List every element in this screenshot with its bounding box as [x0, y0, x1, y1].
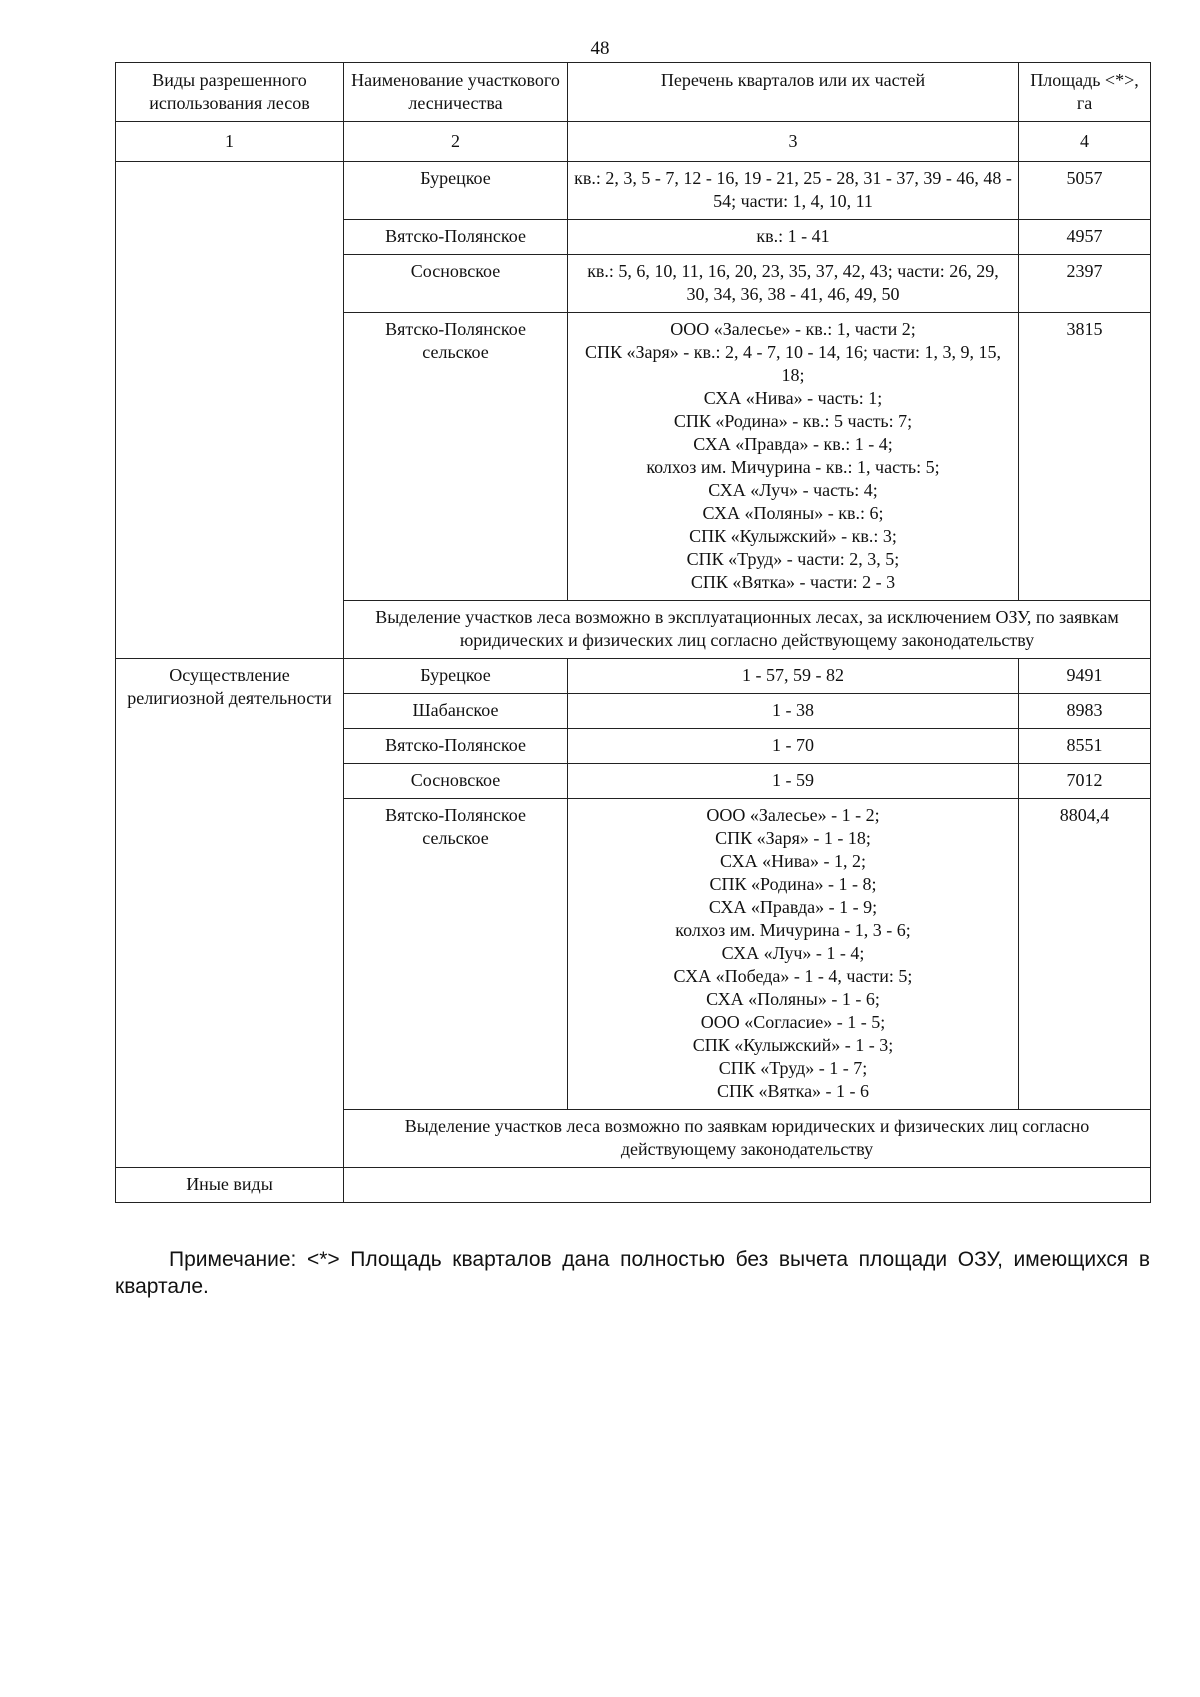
area-cell: 8804,4 — [1019, 799, 1151, 1110]
section-note: Выделение участков леса возможно по заявкам юридических и физических лиц согласно действующему законодательству — [344, 1110, 1151, 1168]
district-cell: Бурецкое — [344, 659, 568, 694]
area-cell: 5057 — [1019, 162, 1151, 220]
area-cell: 3815 — [1019, 313, 1151, 601]
header-blocks: Перечень кварталов или их частей — [568, 63, 1019, 122]
use-type-cell: Иные виды — [116, 1168, 344, 1203]
blocks-line: СХА «Правда» - 1 - 9; — [708, 897, 878, 917]
area-cell: 8983 — [1019, 694, 1151, 729]
blocks-line: СХА «Нива» - часть: 1; — [703, 388, 883, 408]
blocks-line: СПК «Труд» - части: 2, 3, 5; — [686, 549, 900, 569]
blocks-line: колхоз им. Мичурина - 1, 3 - 6; — [675, 920, 911, 940]
blocks-line: 1 - 70 — [772, 735, 814, 755]
empty-cell — [344, 1168, 1151, 1203]
table-header-row — [116, 63, 1151, 122]
blocks-line: кв.: 2, 3, 5 - 7, 12 - 16, 19 - 21, 25 - 28, 31 - 37, 39 - 46, 48 - 54; части: 1, 4, 10, 11 — [574, 168, 1012, 211]
table-row — [116, 162, 1151, 220]
blocks-cell — [568, 799, 1019, 1110]
blocks-line: СХА «Поляны» - 1 - 6; — [706, 989, 880, 1009]
column-number: 2 — [344, 122, 568, 162]
area-cell: 7012 — [1019, 764, 1151, 799]
blocks-line: 1 - 59 — [772, 770, 814, 790]
column-number: 3 — [568, 122, 1019, 162]
blocks-line: кв.: 5, 6, 10, 11, 16, 20, 23, 35, 37, 42, 43; части: 26, 29, 30, 34, 36, 38 - 41, 46, 49, 50 — [587, 261, 999, 304]
blocks-line: СПК «Вятка» - 1 - 6 — [716, 1081, 870, 1101]
table-row — [116, 659, 1151, 694]
header-district: Наименование участкового лесничества — [344, 63, 568, 122]
table-row — [116, 1168, 1151, 1203]
blocks-line: СПК «Родина» - 1 - 8; — [709, 874, 877, 894]
blocks-line: 1 - 38 — [772, 700, 814, 720]
blocks-line: СПК «Заря» - кв.: 2, 4 - 7, 10 - 14, 16; части: 1, 3, 9, 15, 18; — [584, 342, 1002, 385]
blocks-cell — [568, 255, 1019, 313]
district-cell: Вятско-Полянское сельское — [344, 799, 568, 1110]
blocks-line: СПК «Кулыжский» - кв.: 3; — [689, 526, 897, 546]
blocks-line: СХА «Нива» - 1, 2; — [720, 851, 866, 871]
blocks-line: СХА «Правда» - кв.: 1 - 4; — [693, 434, 893, 454]
blocks-line: кв.: 1 - 41 — [756, 226, 830, 246]
district-cell: Бурецкое — [344, 162, 568, 220]
blocks-line: ООО «Согласие» - 1 - 5; — [700, 1012, 886, 1032]
blocks-line: СПК «Труд» - 1 - 7; — [718, 1058, 868, 1078]
blocks-line: СПК «Вятка» - части: 2 - 3 — [690, 572, 896, 592]
district-cell: Сосновское — [344, 764, 568, 799]
column-number: 4 — [1019, 122, 1151, 162]
blocks-cell — [568, 729, 1019, 764]
district-cell: Вятско-Полянское — [344, 220, 568, 255]
blocks-line: СХА «Луч» - часть: 4; — [708, 480, 878, 500]
forest-use-table — [115, 62, 1151, 1203]
blocks-line: СПК «Родина» - кв.: 5 часть: 7; — [673, 411, 913, 431]
district-cell: Сосновское — [344, 255, 568, 313]
area-cell: 9491 — [1019, 659, 1151, 694]
blocks-line: СХА «Поляны» - кв.: 6; — [702, 503, 884, 523]
footnote: Примечание: <*> Площадь кварталов дана полностью без вычета площади ОЗУ, имеющихся в квартале. — [115, 1248, 1150, 1298]
blocks-line: СПК «Кулыжский» - 1 - 3; — [692, 1035, 894, 1055]
section-note: Выделение участков леса возможно в эксплуатационных лесах, за исключением ОЗУ, по заявкам юридических и физических лиц согласно действующему законодательству — [344, 601, 1151, 659]
blocks-line: 1 - 57, 59 - 82 — [742, 665, 844, 685]
blocks-line: СХА «Победа» - 1 - 4, части: 5; — [673, 966, 913, 986]
area-cell: 2397 — [1019, 255, 1151, 313]
header-area: Площадь <*>, га — [1019, 63, 1151, 122]
blocks-line: ООО «Залесье» - 1 - 2; — [706, 805, 880, 825]
use-type-cell: Осуществление религиозной деятельности — [116, 659, 344, 1168]
area-cell: 8551 — [1019, 729, 1151, 764]
district-cell: Вятско-Полянское — [344, 729, 568, 764]
column-number-row — [116, 122, 1151, 162]
use-type-cell-empty — [116, 162, 344, 659]
blocks-cell — [568, 694, 1019, 729]
column-number: 1 — [116, 122, 344, 162]
blocks-cell — [568, 313, 1019, 601]
blocks-line: СПК «Заря» - 1 - 18; — [715, 828, 871, 848]
blocks-line: СХА «Луч» - 1 - 4; — [721, 943, 865, 963]
blocks-line: ООО «Залесье» - кв.: 1, части 2; — [670, 319, 916, 339]
district-cell: Шабанское — [344, 694, 568, 729]
header-use-type: Виды разрешенного использования лесов — [116, 63, 344, 122]
area-cell: 4957 — [1019, 220, 1151, 255]
page-number: 48 — [590, 38, 610, 59]
blocks-cell — [568, 659, 1019, 694]
blocks-line: колхоз им. Мичурина - кв.: 1, часть: 5; — [646, 457, 940, 477]
blocks-cell — [568, 764, 1019, 799]
blocks-cell — [568, 162, 1019, 220]
district-cell: Вятско-Полянское сельское — [344, 313, 568, 601]
blocks-cell — [568, 220, 1019, 255]
